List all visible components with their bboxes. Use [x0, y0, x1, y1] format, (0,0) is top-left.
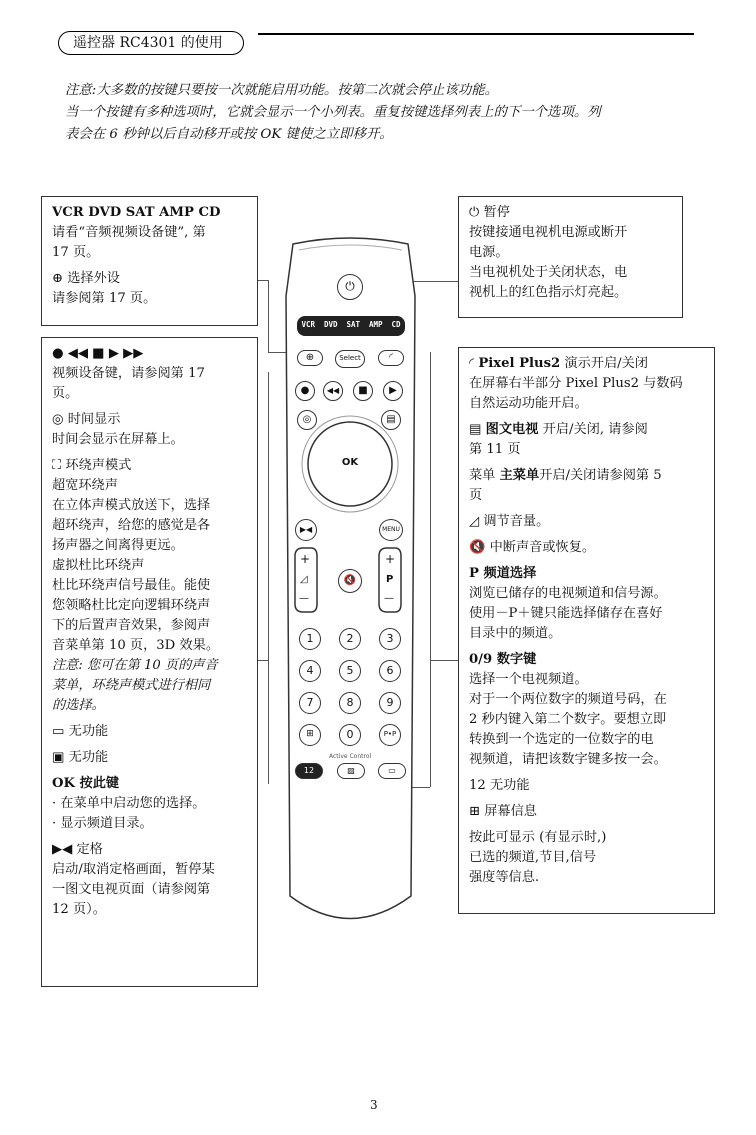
- text-line: 使用－P＋键只能选择储存在喜好: [469, 606, 663, 621]
- volume-line: ◿ 调节音量。: [469, 514, 550, 529]
- text-line: 在屏幕右半部分 Pixel Plus2 与数码: [469, 376, 683, 391]
- digit-9-button[interactable]: 9: [379, 692, 401, 714]
- text-line: 选择一个电视频道。: [469, 672, 588, 687]
- text-line: 自然运动功能开启。: [469, 396, 588, 411]
- digit-7-button[interactable]: 7: [299, 692, 321, 714]
- teletext-icon: ▤: [469, 422, 482, 437]
- volume-icon: ◿: [300, 574, 308, 585]
- format-button[interactable]: ▭: [378, 763, 406, 779]
- no-function-12: 12 无功能: [469, 778, 530, 793]
- media-keys-title: ● ◀◀ ■ ▶ ▶▶: [52, 346, 144, 361]
- active-control-button[interactable]: ▨: [337, 763, 365, 779]
- text-line: 请看“音频视频设备键”, 第: [52, 225, 206, 240]
- text-line: 请参阅第 17 页。: [52, 291, 157, 306]
- text-line: 视频道，请把该数字键多按一会。: [469, 752, 667, 767]
- standby-title: ⏻ 暂停: [469, 205, 510, 220]
- page-number: 3: [370, 1098, 378, 1112]
- text-line: 强度等信息.: [469, 870, 540, 885]
- title-rule: [258, 33, 694, 35]
- text-line: 对于一个两位数字的频道号码，在: [469, 692, 667, 707]
- channel-label: P: [386, 574, 394, 585]
- ok-button[interactable]: OK: [333, 449, 367, 479]
- digit-5-button[interactable]: 5: [339, 660, 361, 682]
- text-line: 2 秒内键入第二个数字。要想立即: [469, 712, 667, 727]
- digit-4-button[interactable]: 4: [299, 660, 321, 682]
- note-line: 菜单，环绕声模式进行相同: [52, 678, 211, 693]
- pixel-plus-title: Pixel Plus2: [478, 356, 561, 371]
- digit-6-button[interactable]: 6: [379, 660, 401, 682]
- text-line: 扬声器之间离得更远。: [52, 538, 184, 553]
- source-keys-title: VCR DVD SAT AMP CD: [52, 205, 221, 220]
- stop-button[interactable]: ■: [353, 381, 373, 401]
- text-line: 在立体声模式放送下，选择: [52, 498, 211, 513]
- note-line: 注意: 您可在第 10 页的声音: [52, 658, 218, 673]
- text-line: 下的后置声音效果，参阅声: [52, 618, 211, 633]
- digit-0-button[interactable]: 0: [339, 724, 361, 746]
- channel-plus[interactable]: +: [385, 552, 396, 566]
- text-line: 视频设备键，请参阅第 17: [52, 366, 205, 381]
- standby-button[interactable]: ⏻: [337, 274, 363, 300]
- menu-line: [469, 466, 704, 486]
- text-line: 按此可显示 (有显示时,): [469, 830, 607, 845]
- text-line: 您领略杜比定向逻辑环绕声: [52, 598, 211, 613]
- dual-screen-button[interactable]: 12: [295, 763, 323, 779]
- teletext-rest: 开启/关闭, 请参阅: [542, 422, 648, 437]
- mute-button[interactable]: 🔇: [338, 569, 362, 593]
- digit-8-button[interactable]: 8: [339, 692, 361, 714]
- pixel-plus-rest: 演示开启/关闭: [564, 356, 648, 371]
- ok-title: OK 按此键: [52, 776, 120, 791]
- menu-button[interactable]: MENU: [379, 519, 403, 541]
- no-function-1: ▭ 无功能: [52, 724, 109, 739]
- text-line: 音菜单第 10 页，3D 效果。: [52, 638, 220, 653]
- time-title: ◎ 时间显示: [52, 412, 121, 427]
- record-button[interactable]: ●: [295, 381, 315, 401]
- external-title: ⊕ 选择外设: [52, 271, 120, 286]
- connector: [268, 372, 269, 784]
- text-line: 已选的频道,节目,信号: [469, 850, 597, 865]
- info-title: ⊞ 屏幕信息: [469, 804, 537, 819]
- text-line: 目录中的频道。: [469, 626, 562, 641]
- text-line: 页: [469, 488, 483, 503]
- pixel-plus-button[interactable]: ◜: [378, 350, 404, 366]
- digit-title: 0/9 数字键: [469, 652, 537, 667]
- box-left-functions: [41, 337, 258, 987]
- menu-title: 主菜单: [499, 468, 540, 483]
- play-button[interactable]: ▶: [383, 381, 403, 401]
- ok-bullet: · 在菜单中启动您的选择。: [52, 796, 206, 811]
- teletext-line: [469, 420, 704, 440]
- info-button[interactable]: ⊞: [299, 724, 321, 746]
- digit-3-button[interactable]: 3: [379, 628, 401, 650]
- dvd-button[interactable]: DVD: [323, 320, 338, 329]
- connector: [258, 280, 268, 281]
- pip-button[interactable]: P•P: [379, 724, 401, 746]
- menu-rest: 开启/关闭请参阅第 5: [539, 468, 662, 483]
- text-line: 第 11 页: [469, 442, 521, 457]
- active-control-label: Active Control: [329, 753, 372, 760]
- intro-note: [65, 80, 705, 146]
- section-title: 遥控器 RC4301 的使用: [58, 31, 244, 55]
- channel-title: P 频道选择: [469, 566, 537, 581]
- text-line: 页。: [52, 386, 79, 401]
- connector: [268, 280, 269, 352]
- source-row: [297, 320, 405, 329]
- volume-minus[interactable]: —: [299, 593, 309, 604]
- text-line: 时间会显示在屏幕上。: [52, 432, 184, 447]
- text-line: 浏览已储存的电视频道和信号源。: [469, 586, 667, 601]
- ultra-title: 超宽环绕声: [52, 478, 118, 493]
- intro-line: 当一个按键有多种选项时，它就会显示一个小列表。重复按键选择列表上的下一个选项。列: [65, 105, 601, 120]
- intro-line: 注意:大多数的按键只要按一次就能启用功能。按第二次就会停止该功能。: [65, 83, 499, 98]
- time-button[interactable]: ◎: [297, 410, 317, 430]
- freeze-button[interactable]: ▶◀: [295, 519, 317, 541]
- connector: [258, 660, 268, 661]
- remote-control: [283, 236, 418, 936]
- ok-bullet: · 显示频道目录。: [52, 816, 153, 831]
- cd-button[interactable]: CD: [391, 320, 401, 329]
- connector: [430, 352, 431, 787]
- channel-minus[interactable]: —: [384, 593, 394, 604]
- text-line: 按键接通电视机电源或断开: [469, 225, 628, 240]
- amp-button[interactable]: AMP: [368, 320, 383, 329]
- text-line: 超环绕声，给您的感觉是各: [52, 518, 211, 533]
- text-line: 一图文电视页面（请参阅第: [52, 882, 211, 897]
- note-line: 的选择。: [52, 698, 105, 713]
- teletext-title: 图文电视: [485, 422, 539, 437]
- surround-title: ⛶ 环绕声模式: [52, 458, 132, 473]
- text-line: 视机上的红色指示灯亮起。: [469, 285, 628, 300]
- text-line: 启动/取消定格画面，暂停某: [52, 862, 215, 877]
- pixel-plus-line: [469, 354, 704, 374]
- select-button[interactable]: Select: [335, 350, 365, 368]
- text-line: 转换到一个选定的一位数字的电: [469, 732, 654, 747]
- connector: [430, 660, 458, 661]
- pixel-plus-icon: ◜: [469, 356, 475, 371]
- text-line: 17 页。: [52, 245, 100, 260]
- text-line: 12 页）。: [52, 902, 106, 917]
- teletext-button[interactable]: ▤: [381, 410, 401, 430]
- intro-line: 表会在 6 秒钟以后自动移开或按 OK 键使之立即移开。: [65, 127, 393, 142]
- mute-line: 🔇 中断声音或恢复。: [469, 540, 596, 555]
- text-line: 杜比环绕声信号最佳。能使: [52, 578, 211, 593]
- box-standby: [458, 196, 683, 318]
- text-line: 电源。: [469, 245, 509, 260]
- freeze-title: ▶◀ 定格: [52, 842, 103, 857]
- no-function-2: ▣ 无功能: [52, 750, 109, 765]
- volume-plus[interactable]: +: [300, 552, 311, 566]
- box-right-functions: [458, 347, 715, 914]
- virtual-title: 虚拟杜比环绕声: [52, 558, 145, 573]
- text-line: 当电视机处于关闭状态，电: [469, 265, 628, 280]
- sat-button[interactable]: SAT: [346, 320, 361, 329]
- menu-prefix: 菜单: [469, 468, 496, 483]
- vcr-button[interactable]: VCR: [301, 320, 316, 329]
- external-button[interactable]: ⊕: [297, 350, 323, 366]
- rewind-button[interactable]: ◀◀: [323, 381, 343, 401]
- digit-1-button[interactable]: 1: [299, 628, 321, 650]
- digit-2-button[interactable]: 2: [339, 628, 361, 650]
- box-source-keys: [41, 196, 258, 326]
